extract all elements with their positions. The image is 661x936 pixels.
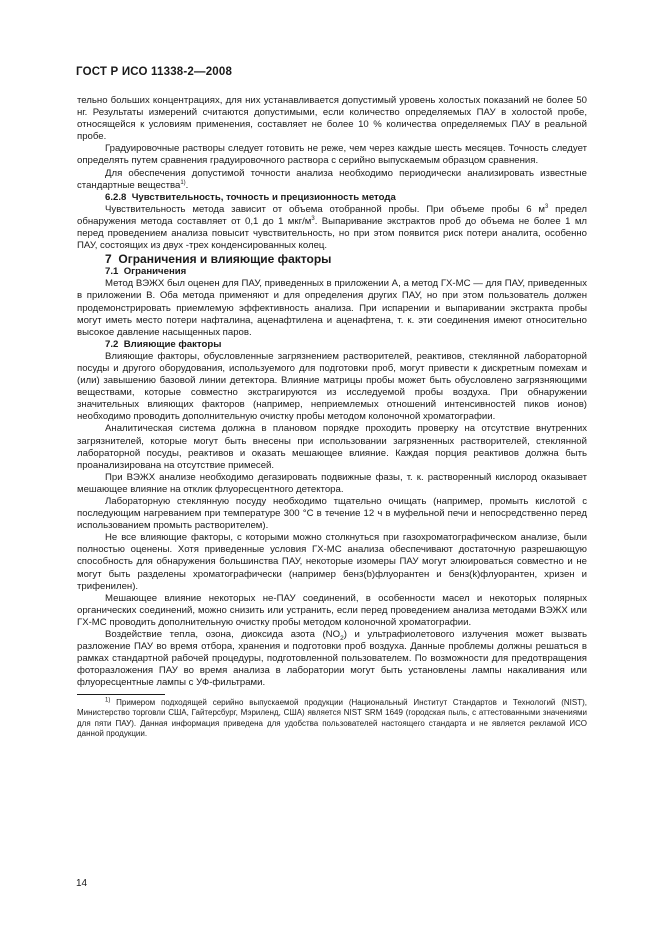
superscript-3a: 3 (544, 203, 549, 210)
paragraph-degradation (77, 629, 587, 689)
paragraph-continued: тельно больших концентрациях, для них устанавливается допустимый уровень холостых показаний не более 50 нг. Результаты измерений считаются допустимыми, если количество определяемых ПАУ в холостой пробе, относящейся к условиям применения, составляет не более 10 % количества определяемых ПАУ в реальной пробе. (77, 95, 587, 143)
page-number: 14 (76, 878, 88, 889)
footnote-text: Примером подходящей серийно выпускаемой продукции (Национальный Институт Стандартов и Технологий (NIST), Министерство торговли США, Гайтерсбург, Мэриленд, США) является NIST SRM 1649 (городская пыль, с аттестованными значениями для пяти ПАУ). Данная информация приведена для удобства пользователей настоящего стандарта и не является рекламой ИСО данной продукции. (77, 697, 587, 739)
section-6-2-8-heading (77, 192, 587, 204)
section-7-1-number: 7.1 (105, 266, 119, 278)
document-body (77, 95, 587, 740)
section-7-2-number: 7.2 (105, 338, 119, 350)
paragraph-interferences: Влияющие факторы, обусловленные загрязнением растворителей, реактивов, стеклянной лабораторной посуды и другого оборудования, используемого для подготовки проб, могут привести к дискретным помехам и (или) завышению базовой линии детектора. Влияние матрицы пробы может быть обусловлено загрязняющими веществами, которые совместно экстрагируются из исследуемой пробы воздуха. При обнаружении значительных влияющих факторов (например, неприемлемых отношений интенсивностей пиков ионов) необходимо проводить дополнительную очистку пробы методом колоночной хроматографии. (77, 350, 587, 423)
document-header: ГОСТ Р ИСО 11338-2—2008 (76, 66, 233, 78)
paragraph-sensitivity (77, 204, 587, 252)
paragraph-gc-ms: Не все влияющие факторы, с которыми можно столкнуться при газохроматографическом анализе, были полностью оценены. Хотя приведенные условия ГХ-МС анализа обеспечивают достаточную разрешающую способность для обнаружения большинства ПАУ, некоторые изомеры ПАУ могут элюироваться совместно и не могут быть разделены хроматографически (например бенз(b)флуорантен и бенз(k)флуорантен, хризен и трифенилен). (77, 532, 587, 592)
paragraph-sensitivity-b: предел обнаружения метода составляет от 0,1 до 1 мкг/м (77, 203, 587, 227)
paragraph-analytical-system: Аналитическая система должна в плановом порядке проходить проверку на отсутствие внутренних загрязнителей, которые могут быть внесены при использовании загрязненных растворителей, стеклянной лабораторной посуды, реактивов и оказать мешающее влияние. Каждая порция реактивов должна быть проанализирована на отсутствие примесей. (77, 423, 587, 471)
paragraph-degassing: При ВЭЖХ анализе необходимо дегазировать подвижные фазы, т. к. растворенный кислород оказывает мешающее влияние на отклик флуоресцентного детектора. (77, 471, 587, 495)
subscript-2: 2 (340, 634, 344, 642)
section-7-number: 7 (105, 252, 112, 267)
section-7-1-heading (77, 266, 587, 278)
section-7-title: Ограничения и влияющие факторы (118, 252, 332, 267)
footnote (77, 698, 587, 740)
paragraph-accuracy-text: Для обеспечения допустимой точности анализа необходимо периодически анализировать известные стандартные вещества (77, 167, 587, 191)
footnote-ref: 1) (180, 179, 186, 186)
paragraph-sensitivity-a: Чувствительность метода зависит от объема отобранной пробы. При объеме пробы 6 м (105, 203, 545, 215)
paragraph-degradation-a: Воздействие тепла, озона, диоксида азота (NO (105, 629, 341, 641)
paragraph-non-pah: Мешающее влияние некоторых не-ПАУ соединений, в особенности масел и некоторых полярных органических соединений, можно снизить или устранить, если перед проведением анализа методами ВЭЖХ или ГХ-МС проводить дополнительную очистку пробы методом колоночной хроматографии. (77, 592, 587, 628)
section-7-2-title: Влияющие факторы (123, 338, 222, 350)
paragraph-accuracy-end: . (185, 179, 189, 191)
section-7-1-title: Ограничения (123, 266, 187, 278)
footnote-divider (77, 694, 165, 695)
paragraph-degradation-b: ) и ультрафиолетового излучения может вызвать разложение ПАУ во время отбора, хранения и подготовки проб воздуха. Данные проблемы должны решаться в рамках стандартной рабочей процедуры, подготовленной пользователем. По возможности для предотвращения фоторазложения ПАУ во время анализа в лаборатории могут быть установлены лампы накаливания или флуоресцентные лампы с УФ-фильтрами. (77, 629, 587, 689)
superscript-3b: 3 (311, 215, 315, 222)
section-7-heading (77, 252, 587, 266)
paragraph-calibration: Градуировочные растворы следует готовить не реже, чем через каждые шесть месяцев. Точность следует определять путем сравнения градуировочного раствора с серийно выпускаемым образцом сравнения. (77, 143, 587, 167)
footnote-mark: 1) (105, 696, 111, 703)
paragraph-glassware: Лабораторную стеклянную посуду необходимо тщательно очищать (например, промыть кислотой с последующим нагреванием при температуре 300 °С в течение 12 ч в муфельной печи и непосредственно перед использованием промыть растворителем). (77, 496, 587, 532)
section-6-2-8-number: 6.2.8 (105, 191, 127, 203)
section-7-2-heading (77, 339, 587, 351)
section-6-2-8-title: Чувствительность, точность и прецизионность метода (131, 191, 396, 203)
paragraph-limitations: Метод ВЭЖХ был оценен для ПАУ, приведенных в приложении А, а метод ГХ-МС — для ПАУ, приведенных в приложении В. Оба метода применяют и для определения других ПАУ, но при этом пользователь должен продемонстрировать приемлемую эффективность анализа. При испарении и выпаривании экстракта пробы могут иметь место потери нафталина, аценафтилена и аценафтена, т. к. эти соединения имеют относительно высокое давление насыщенных паров. (77, 278, 587, 338)
paragraph-accuracy (77, 168, 587, 192)
paragraph-sensitivity-c: . Выпаривание экстрактов проб до объема не более 1 мл перед проведением анализа повысит чувствительность, но при этом появится риск потери аналита, особенно ПАУ, состоящих из двух -трех конденсированных колец. (77, 215, 588, 252)
